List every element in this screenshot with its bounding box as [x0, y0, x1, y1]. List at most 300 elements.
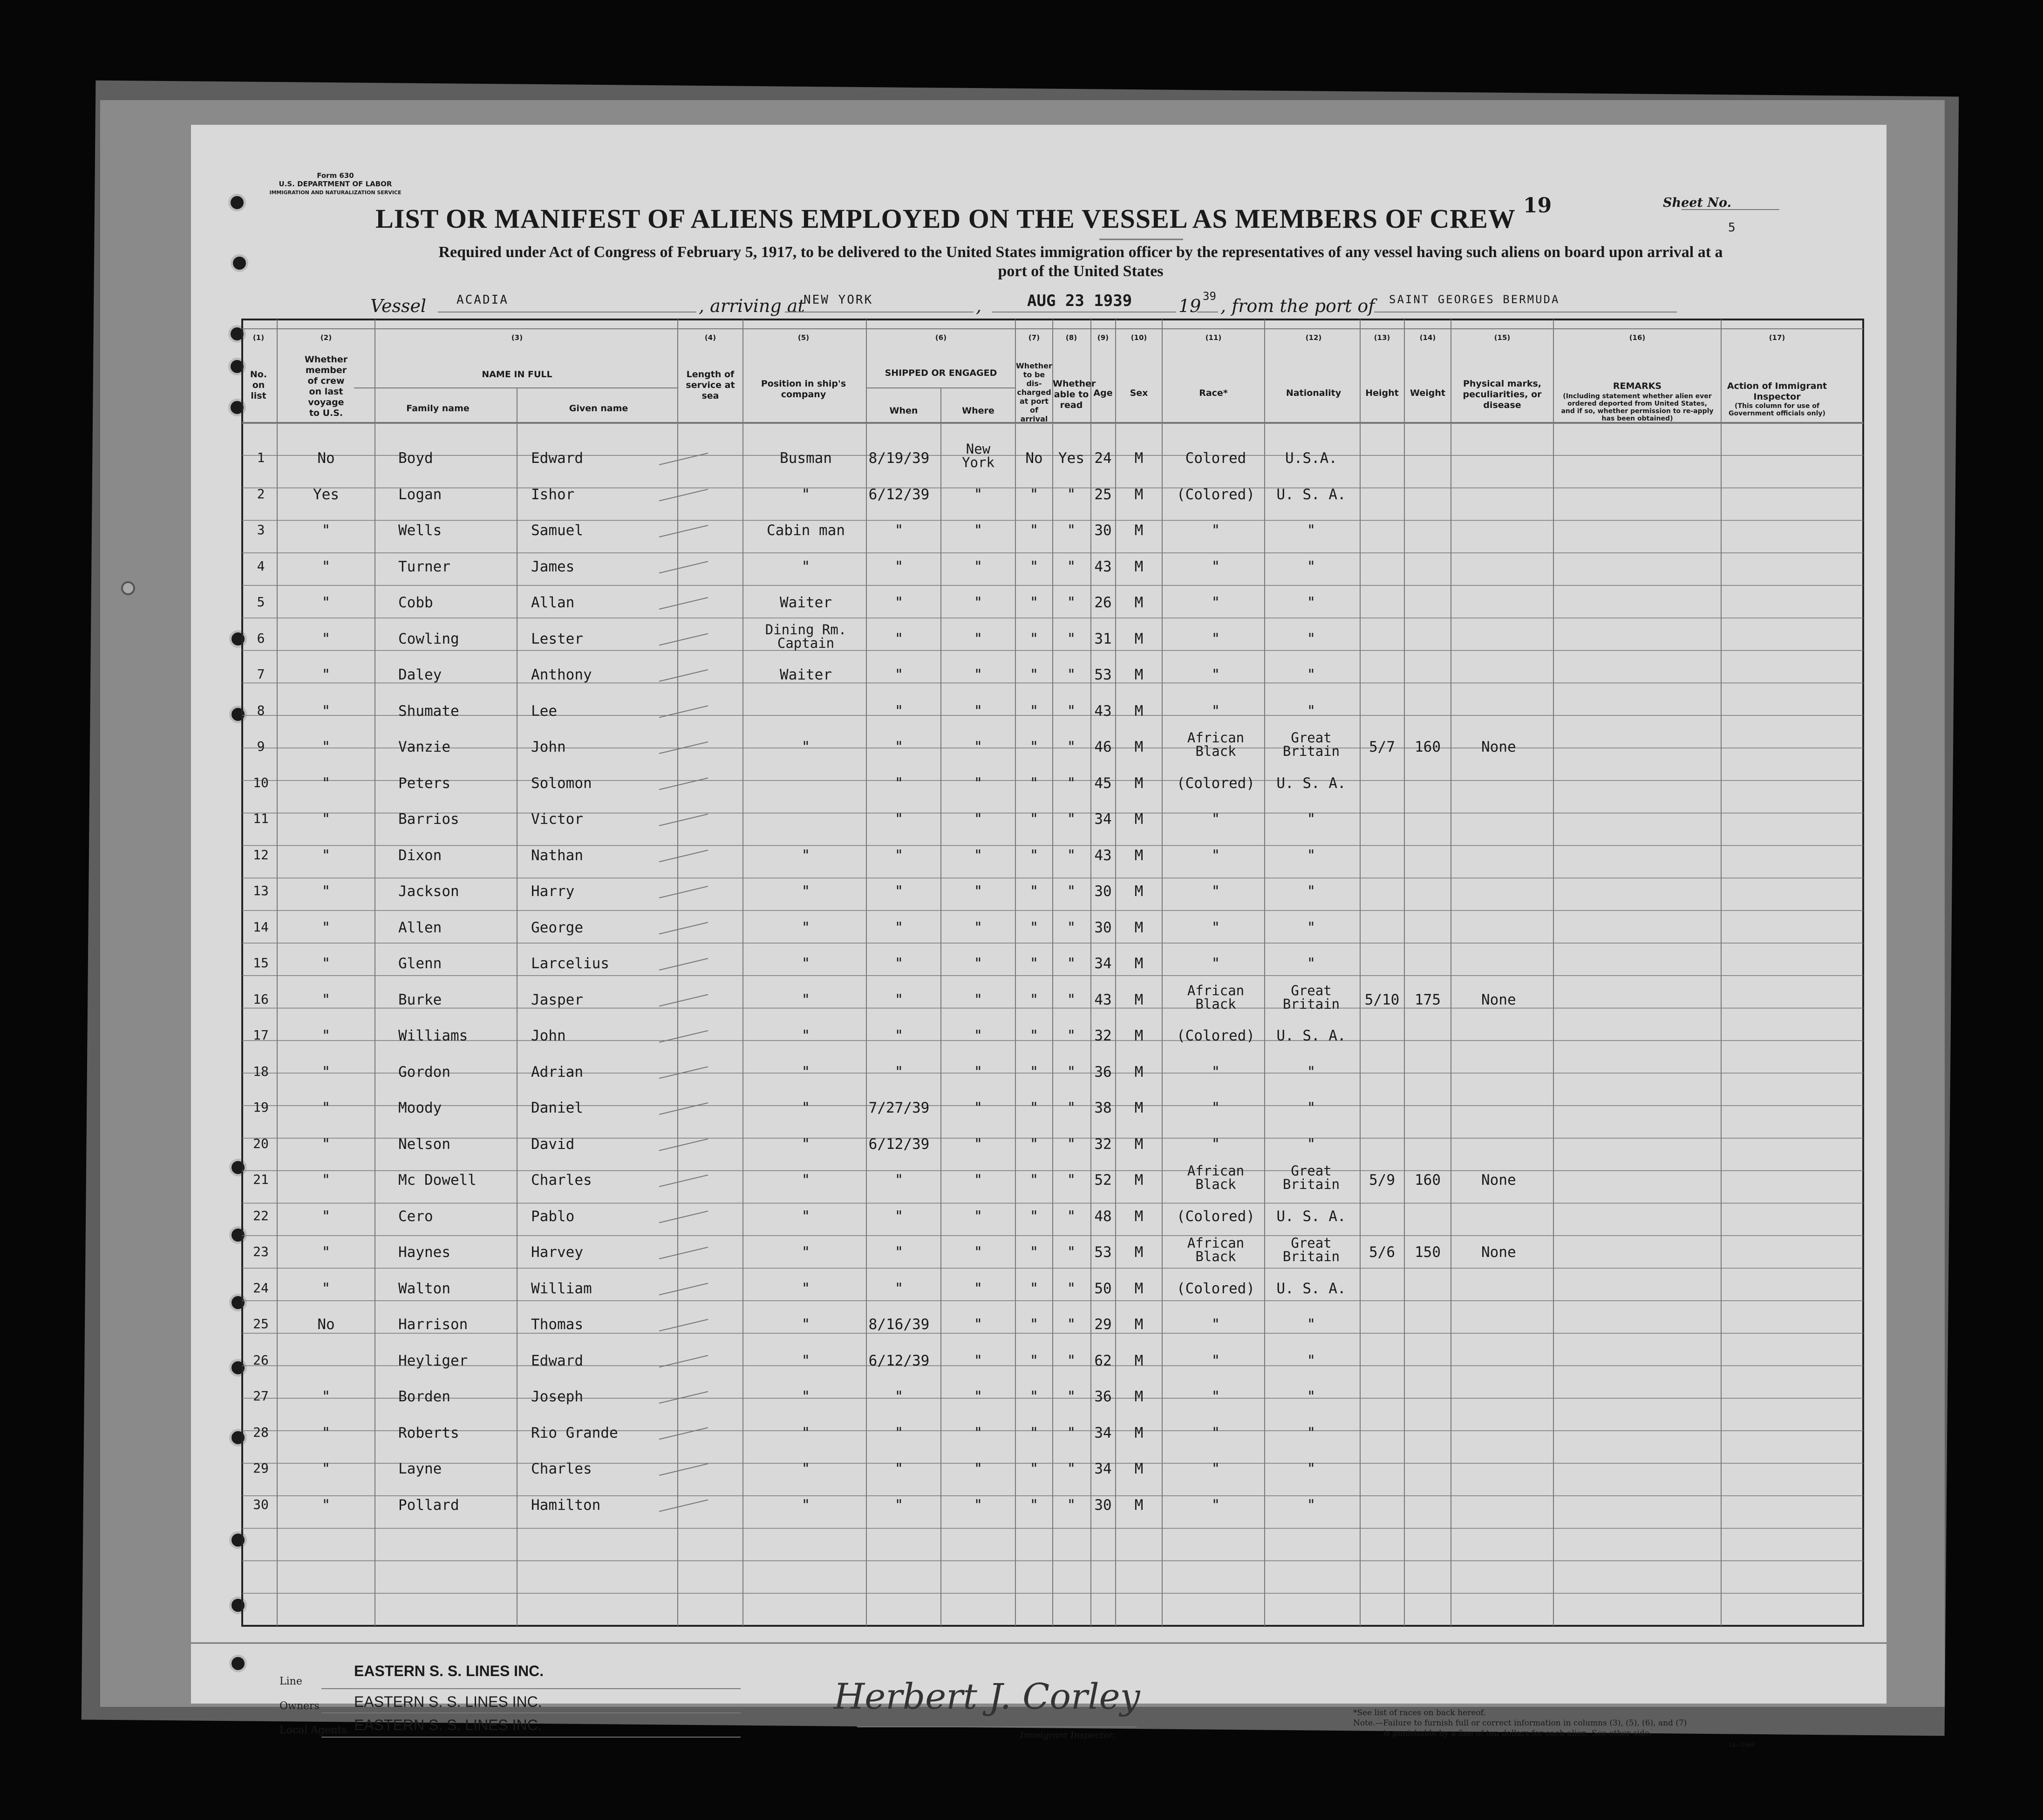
col-num-3: (3) — [511, 333, 523, 342]
cell-discharged: " — [1029, 955, 1039, 972]
cell-member: " — [321, 1496, 331, 1514]
cell-sex: M — [1134, 883, 1144, 900]
header-length-of-service: Length of service at sea — [686, 369, 735, 401]
cell-age: 31 — [1094, 630, 1112, 647]
cell-race: Colored — [1185, 450, 1246, 467]
cell-position: " — [801, 1388, 810, 1405]
cell-position: " — [801, 1135, 810, 1153]
cell-read: " — [1067, 1135, 1076, 1153]
cell-where: " — [974, 1388, 983, 1405]
cell-given: Rio Grande — [531, 1424, 618, 1441]
cell-where: " — [974, 955, 983, 972]
cell-position: " — [801, 1280, 810, 1297]
cell-given: Charles — [531, 1172, 592, 1188]
cell-family: Allen — [398, 919, 442, 936]
cell-member: " — [321, 522, 331, 539]
cell-no: 30 — [253, 1496, 269, 1512]
cell-member: " — [321, 1460, 331, 1477]
cell-nationality: " — [1307, 1352, 1316, 1369]
vessel-label: Vessel — [370, 296, 427, 316]
cell-nationality: U. S. A. — [1276, 1280, 1346, 1297]
cell-no: 17 — [253, 1027, 269, 1043]
cell-nationality: " — [1307, 522, 1316, 539]
cell-when: " — [894, 739, 904, 755]
cell-given: Edward — [531, 1352, 583, 1369]
cell-nationality: Great Britain — [1282, 1235, 1340, 1264]
cell-no: 4 — [257, 558, 265, 574]
cell-sex: M — [1134, 522, 1144, 539]
cell-read: " — [1067, 1208, 1076, 1225]
cell-sex: M — [1134, 774, 1144, 792]
cell-when: " — [894, 1496, 904, 1514]
cell-discharged: " — [1029, 1424, 1039, 1441]
col-num-1: (1) — [252, 333, 265, 342]
cell-family: Moody — [398, 1100, 442, 1116]
cell-family: Harrison — [398, 1316, 468, 1333]
cell-family: Borden — [398, 1388, 450, 1405]
pen-tick — [659, 634, 708, 645]
pen-tick — [659, 1428, 708, 1440]
cell-age: 52 — [1094, 1172, 1112, 1188]
cell-when: " — [894, 1063, 904, 1080]
page-number: 19 — [1523, 194, 1552, 217]
cell-discharged: " — [1029, 1460, 1039, 1477]
form-department: U.S. DEPARTMENT OF LABOR — [279, 180, 392, 188]
header-height: Height — [1365, 388, 1399, 398]
print-code: 14—1960 — [1728, 1742, 1755, 1748]
cell-member: " — [321, 1280, 331, 1297]
cell-given: Solomon — [531, 774, 592, 792]
punch-hole-icon — [121, 581, 135, 595]
cell-position: " — [801, 847, 810, 864]
cell-given: William — [531, 1280, 592, 1297]
cell-when: " — [894, 594, 904, 611]
cell-age: 32 — [1094, 1027, 1112, 1044]
cell-race: " — [1211, 1352, 1220, 1369]
cell-family: Williams — [398, 1027, 468, 1044]
cell-position: " — [801, 1100, 810, 1116]
cell-discharged: " — [1029, 739, 1039, 755]
cell-no: 3 — [257, 522, 265, 537]
cell-read: " — [1067, 1316, 1076, 1333]
cell-sex: M — [1134, 955, 1144, 972]
cell-read: Yes — [1058, 450, 1084, 467]
header-physical-marks: Physical marks, peculiarities, or disease — [1463, 379, 1542, 410]
cell-nationality: " — [1307, 594, 1316, 611]
cell-nationality: Great Britain — [1282, 982, 1340, 1012]
cell-read: " — [1067, 1172, 1076, 1188]
cell-member: " — [321, 1172, 331, 1188]
cell-sex: M — [1134, 702, 1144, 720]
cell-race: " — [1211, 955, 1220, 972]
cell-where: " — [974, 1208, 983, 1225]
col-num-14: (14) — [1419, 333, 1436, 342]
cell-family: Mc Dowell — [398, 1172, 477, 1188]
cell-given: George — [531, 919, 583, 936]
cell-family: Shumate — [398, 702, 459, 720]
cell-race: " — [1211, 1135, 1220, 1153]
cell-weight: 150 — [1415, 1244, 1441, 1261]
cell-race: " — [1211, 666, 1220, 683]
cell-position: " — [801, 1460, 810, 1477]
cell-position: Dining Rm. Captain — [765, 621, 847, 651]
cell-given: Larcelius — [531, 955, 609, 972]
col-num-16: (16) — [1629, 333, 1646, 342]
cell-where: " — [974, 811, 983, 828]
cell-discharged: " — [1029, 991, 1039, 1008]
cell-family: Walton — [398, 1280, 450, 1297]
cell-age: 24 — [1094, 450, 1112, 467]
cell-sex: M — [1134, 450, 1144, 467]
cell-when: " — [894, 991, 904, 1008]
pen-tick — [659, 958, 708, 970]
cell-no: 15 — [253, 955, 269, 971]
cell-sex: M — [1134, 919, 1144, 936]
cell-discharged: " — [1029, 1352, 1039, 1369]
cell-family: Haynes — [398, 1244, 450, 1261]
cell-read: " — [1067, 1280, 1076, 1297]
cell-age: 30 — [1094, 883, 1112, 900]
cell-when: " — [894, 666, 904, 683]
year-prefix: 19 — [1178, 296, 1201, 316]
cell-where: " — [974, 666, 983, 683]
cell-where: " — [974, 630, 983, 647]
cell-when: " — [894, 919, 904, 936]
cell-nationality: Great Britain — [1282, 730, 1340, 759]
cell-when: 8/19/39 — [868, 450, 930, 467]
manifest-sheet — [191, 125, 1886, 1748]
cell-where: " — [974, 1280, 983, 1297]
cell-when: 7/27/39 — [868, 1100, 930, 1116]
cell-position: " — [801, 1027, 810, 1044]
cell-discharged: " — [1029, 630, 1039, 647]
cell-discharged: " — [1029, 1100, 1039, 1116]
cell-member: " — [321, 1388, 331, 1405]
cell-when: 6/12/39 — [868, 1352, 930, 1369]
cell-race: " — [1211, 847, 1220, 864]
cell-age: 36 — [1094, 1388, 1112, 1405]
cell-race: African Black — [1187, 982, 1245, 1012]
cell-given: Harry — [531, 883, 575, 900]
cell-race: African Black — [1187, 730, 1245, 759]
cell-age: 25 — [1094, 486, 1112, 503]
cell-when: 8/16/39 — [868, 1316, 930, 1333]
cell-discharged: " — [1029, 1496, 1039, 1514]
cell-nationality: " — [1307, 666, 1316, 683]
cell-height: 5/9 — [1369, 1172, 1395, 1188]
form-service: IMMIGRATION AND NATURALIZATION SERVICE — [269, 190, 402, 196]
cell-race: (Colored) — [1177, 1027, 1255, 1044]
cell-position: " — [801, 955, 810, 972]
cell-no: 13 — [253, 883, 269, 898]
cell-no: 5 — [257, 594, 265, 610]
cell-no: 20 — [253, 1135, 269, 1151]
cell-race: " — [1211, 1063, 1220, 1080]
cell-read: " — [1067, 594, 1076, 611]
inspector-label: Immigrant Inspector. — [1020, 1730, 1115, 1740]
cell-sex: M — [1134, 1172, 1144, 1188]
cell-nationality: U. S. A. — [1276, 1027, 1346, 1044]
cell-sex: M — [1134, 1424, 1144, 1441]
cell-nationality: " — [1307, 919, 1316, 936]
cell-given: Pablo — [531, 1208, 575, 1225]
cell-no: 24 — [253, 1280, 269, 1296]
pen-tick — [659, 489, 708, 501]
header-where: Where — [962, 406, 994, 416]
cell-where: " — [974, 774, 983, 792]
header-remarks: REMARKS — [1613, 381, 1662, 391]
header-remarks-note: (Including statement whether alien ever ordered deported from United States, and if so, whether permission to re-apply has been obtained) — [1561, 393, 1714, 422]
cell-given: Nathan — [531, 847, 583, 864]
cell-member: Yes — [313, 486, 339, 503]
cell-given: Victor — [531, 811, 583, 828]
cell-family: Turner — [398, 558, 450, 575]
pen-tick — [659, 453, 708, 465]
cell-position: " — [801, 1424, 810, 1441]
cell-age: 30 — [1094, 919, 1112, 936]
cell-nationality: " — [1307, 1135, 1316, 1153]
cell-sex: M — [1134, 1460, 1144, 1477]
cell-read: " — [1067, 1063, 1076, 1080]
cell-when: " — [894, 811, 904, 828]
cell-where: " — [974, 522, 983, 539]
cell-discharged: " — [1029, 1172, 1039, 1188]
cell-age: 34 — [1094, 811, 1112, 828]
pen-tick — [659, 995, 708, 1006]
cell-when: " — [894, 1424, 904, 1441]
cell-no: 18 — [253, 1063, 269, 1079]
cell-nationality: U. S. A. — [1276, 486, 1346, 503]
cell-physical: None — [1481, 1244, 1516, 1261]
cell-family: Cowling — [398, 630, 459, 647]
cell-family: Pollard — [398, 1496, 459, 1514]
cell-no: 25 — [253, 1316, 269, 1331]
cell-member: " — [321, 919, 331, 936]
cell-discharged: " — [1029, 811, 1039, 828]
cell-age: 46 — [1094, 739, 1112, 755]
cell-read: " — [1067, 1027, 1076, 1044]
cell-nationality: " — [1307, 883, 1316, 900]
cell-family: Wells — [398, 522, 442, 539]
cell-sex: M — [1134, 1063, 1144, 1080]
date-comma: , — [976, 296, 982, 316]
cell-sex: M — [1134, 486, 1144, 503]
cell-discharged: " — [1029, 847, 1039, 864]
cell-discharged: " — [1029, 1280, 1039, 1297]
cell-nationality: " — [1307, 702, 1316, 720]
header-race: Race* — [1199, 388, 1228, 398]
cell-member: No — [317, 1316, 335, 1333]
pen-tick — [659, 525, 708, 537]
cell-sex: M — [1134, 1496, 1144, 1514]
cell-nationality: " — [1307, 1460, 1316, 1477]
cell-family: Glenn — [398, 955, 442, 972]
cell-position: " — [801, 1063, 810, 1080]
cell-when: " — [894, 522, 904, 539]
cell-discharged: " — [1029, 486, 1039, 503]
cell-discharged: " — [1029, 1316, 1039, 1333]
cell-member: " — [321, 1244, 331, 1261]
cell-nationality: " — [1307, 1316, 1316, 1333]
cell-nationality: " — [1307, 1424, 1316, 1441]
cell-age: 30 — [1094, 1496, 1112, 1514]
cell-read: " — [1067, 955, 1076, 972]
cell-nationality: " — [1307, 630, 1316, 647]
cell-weight: 160 — [1415, 739, 1441, 755]
cell-where: " — [974, 883, 983, 900]
cell-member: " — [321, 1027, 331, 1044]
cell-age: 43 — [1094, 991, 1112, 1008]
pen-tick — [659, 1319, 708, 1331]
cell-member: " — [321, 991, 331, 1008]
cell-age: 62 — [1094, 1352, 1112, 1369]
cell-discharged: No — [1025, 450, 1043, 467]
cell-sex: M — [1134, 1316, 1144, 1333]
cell-position: Cabin man — [767, 522, 845, 539]
cell-sex: M — [1134, 811, 1144, 828]
cell-age: 43 — [1094, 847, 1112, 864]
cell-position: " — [801, 1496, 810, 1514]
cell-where: " — [974, 1027, 983, 1044]
cell-where: " — [974, 847, 983, 864]
cell-position: " — [801, 558, 810, 575]
cell-race: " — [1211, 811, 1220, 828]
cell-read: " — [1067, 919, 1076, 936]
cell-member: " — [321, 1100, 331, 1116]
cell-race: (Colored) — [1177, 774, 1255, 792]
header-when: When — [889, 406, 918, 416]
cell-height: 5/7 — [1369, 739, 1395, 755]
cell-family: Logan — [398, 486, 442, 503]
cell-discharged: " — [1029, 1027, 1039, 1044]
cell-where: New York — [962, 441, 994, 470]
cell-member: " — [321, 630, 331, 647]
cell-discharged: " — [1029, 774, 1039, 792]
pen-tick — [659, 1464, 708, 1475]
cell-member: " — [321, 883, 331, 900]
form-id: Form 630 — [317, 171, 354, 180]
cell-race: " — [1211, 630, 1220, 647]
cell-member: " — [321, 702, 331, 720]
cell-age: 34 — [1094, 1460, 1112, 1477]
col-num-15: (15) — [1494, 333, 1511, 342]
header-nationality: Nationality — [1286, 388, 1342, 398]
year-suffix: 39 — [1203, 290, 1216, 303]
cell-where: " — [974, 486, 983, 503]
cell-sex: M — [1134, 847, 1144, 864]
cell-read: " — [1067, 883, 1076, 900]
cell-nationality: U. S. A. — [1276, 1208, 1346, 1225]
cell-read: " — [1067, 847, 1076, 864]
cell-member: " — [321, 1208, 331, 1225]
cell-age: 48 — [1094, 1208, 1112, 1225]
cell-nationality: " — [1307, 847, 1316, 864]
cell-given: Allan — [531, 594, 575, 611]
cell-no: 22 — [253, 1208, 269, 1223]
pen-tick — [659, 1356, 708, 1367]
cell-when: " — [894, 1172, 904, 1188]
cell-physical: None — [1481, 1172, 1516, 1188]
cell-member: " — [321, 1424, 331, 1441]
cell-discharged: " — [1029, 702, 1039, 720]
cell-where: " — [974, 1135, 983, 1153]
cell-age: 53 — [1094, 1244, 1112, 1261]
col-num-12: (12) — [1305, 333, 1322, 342]
cell-sex: M — [1134, 991, 1144, 1008]
col-num-13: (13) — [1374, 333, 1390, 342]
header-shipped-or-engaged: SHIPPED OR ENGAGED — [885, 368, 997, 378]
cell-age: 34 — [1094, 955, 1112, 972]
cell-sex: M — [1134, 1135, 1144, 1153]
note-races: *See list of races on back hereof. — [1353, 1708, 1486, 1718]
pen-tick — [659, 886, 708, 898]
cell-read: " — [1067, 991, 1076, 1008]
pen-tick — [659, 850, 708, 862]
cell-member: " — [321, 774, 331, 792]
cell-race: (Colored) — [1177, 1208, 1255, 1225]
col-num-7: (7) — [1028, 333, 1040, 342]
cell-age: 53 — [1094, 666, 1112, 683]
cell-read: " — [1067, 1244, 1076, 1261]
cell-weight: 160 — [1415, 1172, 1441, 1188]
cell-age: 38 — [1094, 1100, 1112, 1116]
header-no-on-list: No. on list — [250, 369, 267, 401]
sheet-number: 5 — [1728, 221, 1736, 235]
cell-read: " — [1067, 1424, 1076, 1441]
cell-discharged: " — [1029, 1388, 1039, 1405]
cell-race: " — [1211, 522, 1220, 539]
cell-position: " — [801, 1172, 810, 1188]
cell-height: 5/6 — [1369, 1244, 1395, 1261]
cell-no: 26 — [253, 1352, 269, 1368]
col-num-2: (2) — [320, 333, 332, 342]
cell-where: " — [974, 1063, 983, 1080]
cell-no: 9 — [257, 739, 265, 754]
cell-no: 19 — [253, 1100, 269, 1115]
cell-nationality: " — [1307, 955, 1316, 972]
cell-member: " — [321, 558, 331, 575]
cell-age: 43 — [1094, 558, 1112, 575]
cell-no: 21 — [253, 1172, 269, 1187]
inspector-signature: Herbert J. Corley — [834, 1676, 1140, 1717]
cell-where: " — [974, 558, 983, 575]
cell-sex: M — [1134, 1027, 1144, 1044]
cell-position: Waiter — [780, 666, 832, 683]
cell-weight: 175 — [1415, 991, 1441, 1008]
cell-where: " — [974, 739, 983, 755]
col-num-8: (8) — [1065, 333, 1077, 342]
cell-position: " — [801, 739, 810, 755]
cell-discharged: " — [1029, 558, 1039, 575]
header-age: Age — [1093, 388, 1113, 398]
footer-agents-label: Local Agents — [279, 1725, 347, 1736]
pen-tick — [659, 670, 708, 681]
cell-race: " — [1211, 1460, 1220, 1477]
cell-read: " — [1067, 666, 1076, 683]
manifest-subtitle-line1: Required under Act of Congress of February 5, 1917, to be delivered to the United States immigration officer by the representatives of any vessel having such aliens on board upon arrival at a — [438, 244, 1723, 261]
cell-given: Daniel — [531, 1100, 583, 1116]
header-action-note: (This column for use of Government officials only) — [1729, 402, 1825, 417]
cell-given: Hamilton — [531, 1496, 601, 1514]
cell-given: David — [531, 1135, 575, 1153]
cell-discharged: " — [1029, 919, 1039, 936]
cell-when: " — [894, 630, 904, 647]
cell-discharged: " — [1029, 1208, 1039, 1225]
cell-race: (Colored) — [1177, 1280, 1255, 1297]
cell-given: John — [531, 1027, 566, 1044]
cell-given: Ishor — [531, 486, 575, 503]
cell-given: Charles — [531, 1460, 592, 1477]
